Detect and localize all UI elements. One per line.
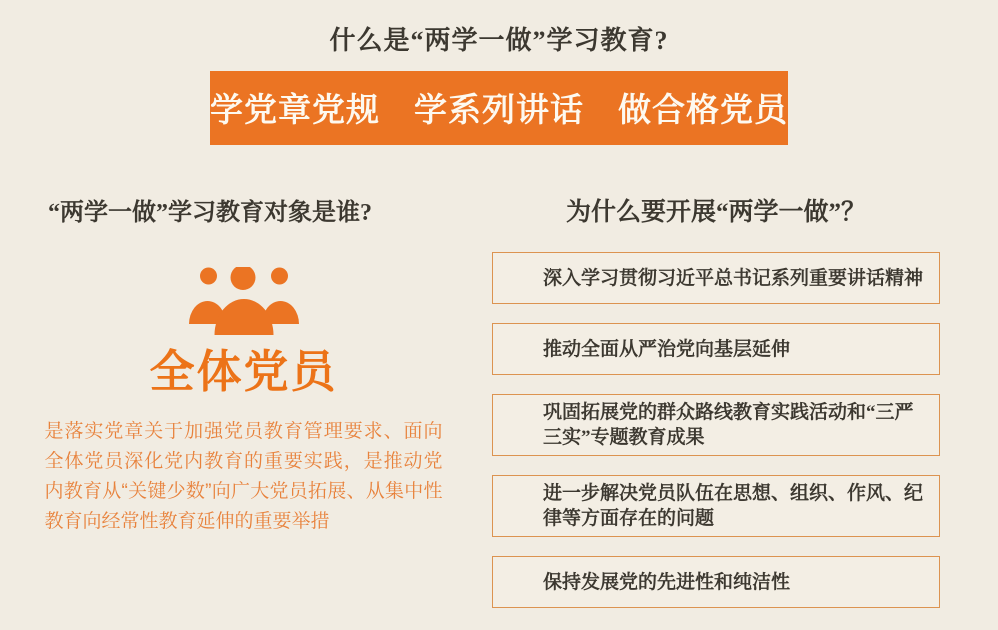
people-group-icon xyxy=(189,267,299,335)
reason-item-3 xyxy=(492,394,940,456)
reason-text: 推动全面从严治党向基层延伸 xyxy=(543,338,791,360)
reason-item-1 xyxy=(492,252,940,304)
who-heading: “两学一做”学习教育对象是谁? xyxy=(48,200,372,226)
why-heading: 为什么要开展“两学一做”？ xyxy=(565,199,866,226)
slogan-text: 学党章党规 学系列讲话 做合格党员 xyxy=(210,93,788,129)
content-columns xyxy=(0,197,998,627)
reason-text: 巩固拓展党的群众路线教育实践活动和“三严三实”专题教育成果 xyxy=(543,402,914,448)
reason-text: 保持发展党的先进性和纯洁性 xyxy=(543,571,791,593)
reason-text: 深入学习贯彻习近平总书记系列重要讲话精神 xyxy=(543,267,924,289)
reason-list xyxy=(492,252,940,608)
why-section xyxy=(492,197,940,627)
reason-item-2 xyxy=(492,323,940,375)
reason-item-4 xyxy=(492,475,940,537)
reason-item-5 xyxy=(492,556,940,608)
who-answer: 全体党员 xyxy=(149,347,338,397)
reason-text: 进一步解决党员队伍在思想、组织、作风、纪律等方面存在的问题 xyxy=(543,483,924,529)
who-description: 是落实党章关于加强党员教育管理要求、面向全体党员深化党内教育的重要实践，是推动党内教育从“关键少数”向广大党员拓展、从集中性教育向经常性教育延伸的重要举措 xyxy=(44,421,443,532)
who-section xyxy=(40,197,447,537)
slogan-banner xyxy=(210,71,788,145)
page-title: 什么是“两学一做”学习教育? xyxy=(329,26,669,55)
